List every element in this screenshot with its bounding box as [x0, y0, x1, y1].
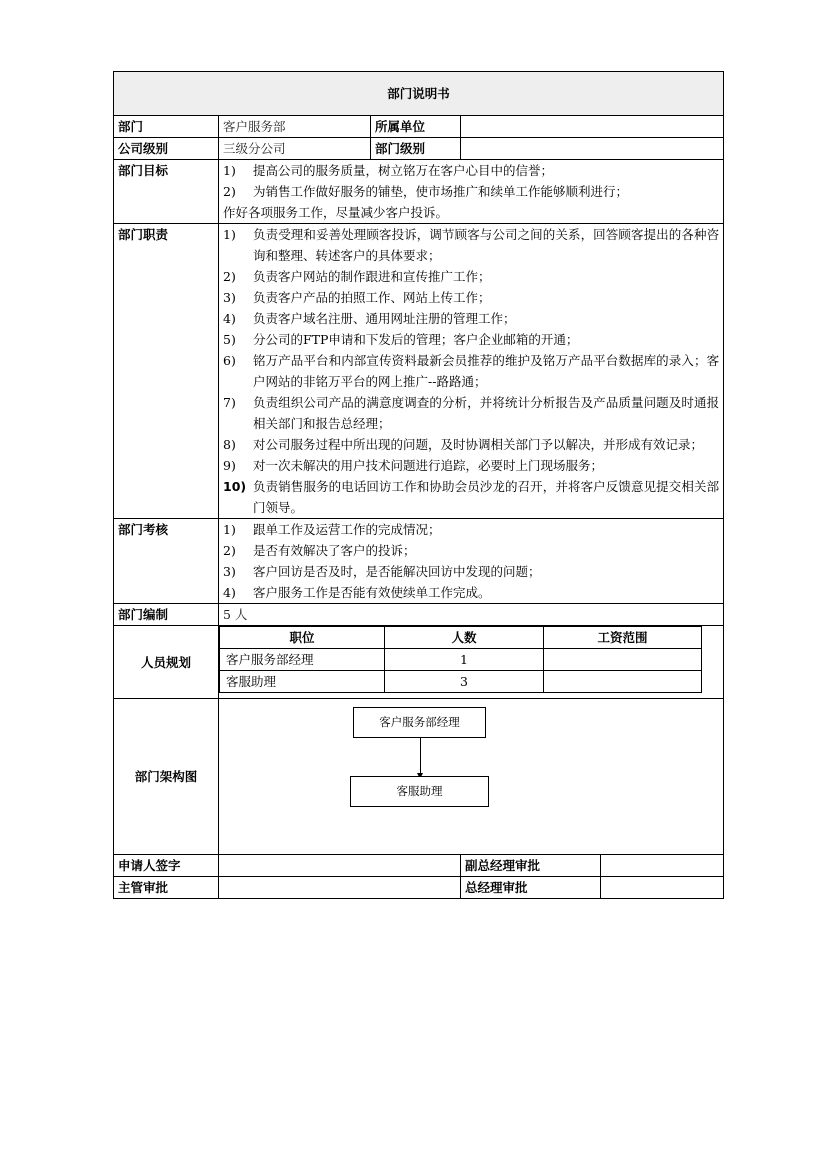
goal-item: 1) 提高公司的服务质量，树立铭万在客户心目中的信誉； [223, 163, 554, 178]
org-chart [219, 699, 723, 854]
planning-count: 3 [385, 671, 544, 693]
dept-level-label: 部门级别 [371, 138, 461, 160]
org-connector [420, 738, 421, 774]
planning-count: 1 [385, 649, 544, 671]
duty-item: 8) 对公司服务过程中所出现的问题，及时协调相关部门予以解决，并形成有效记录； [223, 437, 704, 452]
org-chart-label: 部门架构图 [114, 699, 219, 855]
table-row [220, 671, 702, 693]
staffing-label: 部门编制 [114, 604, 219, 626]
dept-level-value [461, 138, 724, 160]
applicant-label: 申请人签字 [114, 855, 219, 877]
table-row [220, 649, 702, 671]
applicant-signature [219, 855, 461, 877]
vp-approval-value [601, 855, 724, 877]
duty-item: 1) 负责受理和妥善处理顾客投诉，调节顾客与公司之间的关系，回答顾客提出的各种咨询和整理、转述客户的具体要求； [223, 227, 720, 263]
assessment-item: 2) 是否有效解决了客户的投诉； [223, 543, 416, 558]
gm-approval-value [601, 877, 724, 899]
planning-table [219, 626, 702, 693]
goals-label: 部门目标 [114, 160, 219, 224]
duty-item: 4) 负责客户域名注册、通用网址注册的管理工作； [223, 311, 516, 326]
assessment-item: 3) 客户回访是否及时，是否能解决回访中发现的问题； [223, 564, 541, 579]
org-node-manager: 客户服务部经理 [353, 707, 486, 738]
company-level-value: 三级分公司 [219, 138, 371, 160]
org-chart-content [219, 699, 724, 855]
duty-item: 2) 负责客户网站的制作跟进和宣传推广工作； [223, 269, 491, 284]
department-description-document [113, 71, 723, 899]
planning-position: 客户服务部经理 [220, 649, 385, 671]
assessment-content [219, 519, 724, 604]
org-node-assistant: 客服助理 [350, 776, 489, 807]
unit-value [461, 116, 724, 138]
duty-item: 3) 负责客户产品的拍照工作、网站上传工作； [223, 290, 491, 305]
duties-content [219, 224, 724, 519]
planning-label: 人员规划 [114, 626, 219, 699]
assessment-label: 部门考核 [114, 519, 219, 604]
vp-approval-label: 副总经理审批 [461, 855, 601, 877]
assessment-item: 4) 客户服务工作是否能有效使续单工作完成。 [223, 585, 491, 600]
staffing-value: 5 人 [219, 604, 724, 626]
planning-header-position: 职位 [220, 627, 385, 649]
goals-content [219, 160, 724, 224]
duty-item: 5) 分公司的FTP申请和下发后的管理；客户企业邮箱的开通； [223, 332, 579, 347]
unit-label: 所属单位 [371, 116, 461, 138]
main-table [113, 71, 724, 899]
duty-item: 7) 负责组织公司产品的满意度调查的分析，并将统计分析报告及产品质量问题及时通报相关部门和报告总经理； [223, 395, 720, 431]
company-level-label: 公司级别 [114, 138, 219, 160]
planning-content [219, 626, 724, 699]
dept-label: 部门 [114, 116, 219, 138]
duty-item: 9) 对一次未解决的用户技术问题进行追踪，必要时上门现场服务； [223, 458, 604, 473]
page-title: 部门说明书 [114, 72, 724, 116]
gm-approval-label: 总经理审批 [461, 877, 601, 899]
duties-label: 部门职责 [114, 224, 219, 519]
planning-salary [544, 649, 702, 671]
planning-salary [544, 671, 702, 693]
duty-item: 6) 铭万产品平台和内部宣传资料最新会员推荐的维护及铭万产品平台数据库的录入；客户网站的非铭万平台的网上推广--路路通； [223, 353, 720, 389]
goal-item: 2) 为销售工作做好服务的铺垫，使市场推广和续单工作能够顺利进行； [223, 184, 629, 199]
supervisor-label: 主管审批 [114, 877, 219, 899]
goal-extra: 作好各项服务工作，尽量减少客户投诉。 [223, 205, 449, 220]
supervisor-approval [219, 877, 461, 899]
planning-position: 客服助理 [220, 671, 385, 693]
planning-header-count: 人数 [385, 627, 544, 649]
assessment-item: 1) 跟单工作及运营工作的完成情况； [223, 522, 441, 537]
dept-value: 客户服务部 [219, 116, 371, 138]
duty-item: 10) 负责销售服务的电话回访工作和协助会员沙龙的召开，并将客户反馈意见提交相关部门领导。 [223, 479, 720, 515]
planning-header-salary: 工资范围 [544, 627, 702, 649]
